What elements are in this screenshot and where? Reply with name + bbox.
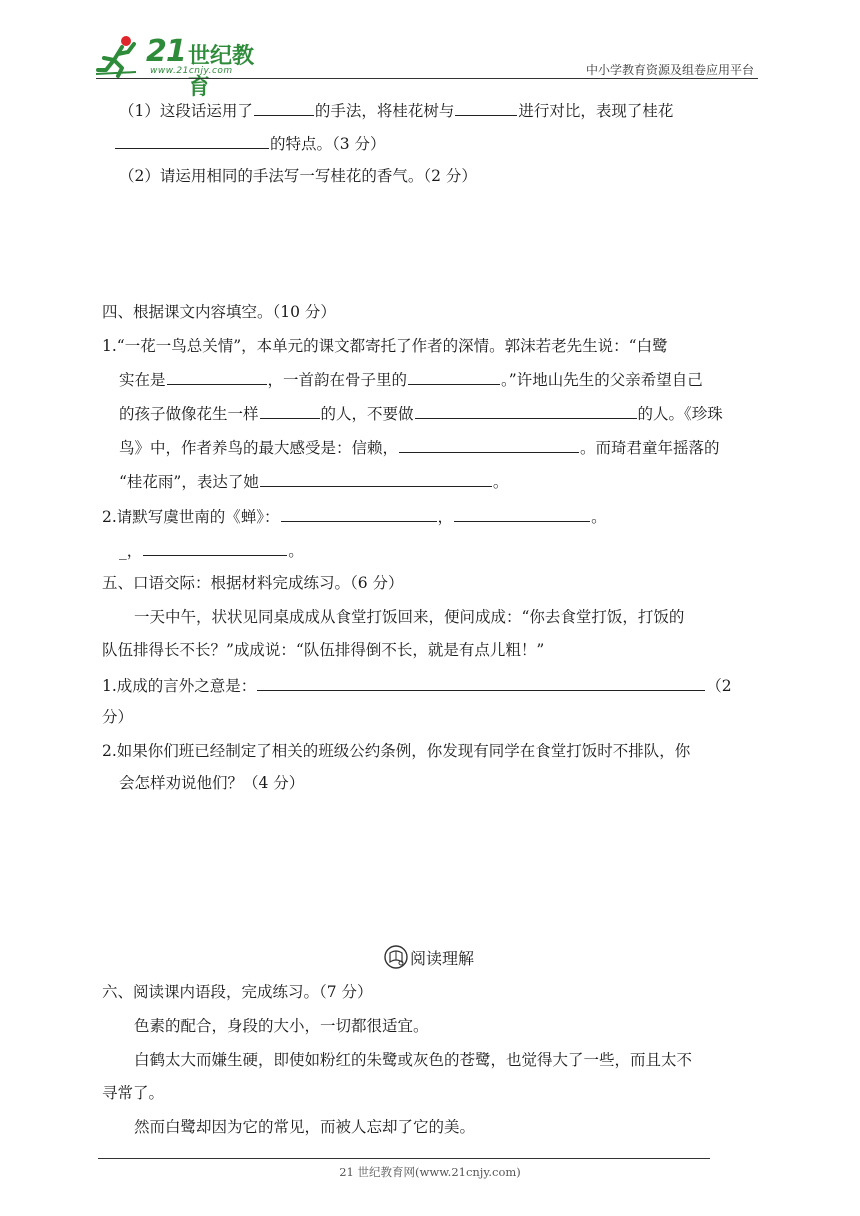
text-segment: 2.请默写虞世南的《蝉》：	[102, 508, 280, 526]
text-segment: 鸟》中，作者养鸟的最大感受是：信赖，	[119, 439, 399, 457]
text-segment: 。	[288, 542, 304, 560]
s5-q1-line2: 分）	[102, 708, 134, 726]
logo-number: 21	[146, 34, 186, 69]
reading-icon	[383, 944, 409, 970]
footer-divider	[98, 1158, 710, 1159]
s5-passage-line1: 一天中午，状状见同桌成成从食堂打饭回来，便问成成：“你去食堂打饭，打饭的	[134, 608, 685, 626]
text-segment: 的手法，将桂花树与	[314, 102, 455, 120]
s6-paragraph3: 然而白鹭却因为它的常见，而被人忘却了它的美。	[134, 1118, 476, 1136]
answer-blank[interactable]	[408, 369, 500, 385]
section-5-title: 五、口语交际：根据材料完成练习。（6 分）	[102, 574, 404, 592]
answer-blank[interactable]	[455, 100, 517, 116]
s5-q2-line1: 2.如果你们班已经制定了相关的班级公约条例，你发现有同学在食堂打饭时不排队，你	[102, 742, 691, 760]
s6-paragraph1: 色素的配合，身段的大小，一切都很适宜。	[134, 1017, 429, 1035]
s6-paragraph2-line2: 寻常了。	[102, 1084, 165, 1102]
text-segment: 。	[492, 473, 509, 491]
text-segment: 的孩子做像花生一样	[119, 405, 259, 423]
s4-line7	[119, 540, 304, 561]
s5-passage-line2: 队伍排得长不长？”成成说：“队伍排得倒不长，就是有点儿粗！”	[102, 641, 545, 659]
text-segment: 。	[591, 508, 607, 526]
answer-blank[interactable]	[143, 540, 287, 556]
text-segment: 实在是	[119, 371, 166, 389]
answer-blank[interactable]	[254, 100, 314, 116]
text-segment: 。”许地山先生的父亲希望自己	[501, 371, 703, 389]
header-platform-text: 中小学教育资源及组卷应用平台	[585, 63, 754, 77]
answer-blank[interactable]	[399, 437, 579, 453]
text-segment: 进行对比，表现了桂花	[518, 102, 674, 120]
answer-blank[interactable]	[257, 675, 705, 691]
site-logo	[96, 34, 266, 100]
q3-part1-line2	[114, 133, 386, 154]
text-segment: 的特点。（3 分）	[270, 135, 386, 153]
s4-line2	[119, 369, 703, 390]
s5-q1-line1	[102, 675, 732, 696]
reading-section-heading: 阅读理解	[410, 949, 475, 968]
text-segment: （2	[706, 677, 732, 695]
text-segment: 的人。《珍珠	[637, 405, 723, 423]
text-segment: 的人，不要做	[320, 405, 414, 423]
text-segment: ，	[437, 508, 454, 526]
answer-blank[interactable]	[454, 506, 590, 522]
answer-blank[interactable]	[115, 133, 269, 149]
answer-blank[interactable]	[260, 403, 320, 419]
text-segment: 1.成成的言外之意是：	[102, 677, 257, 695]
section-6-title: 六、阅读课内语段，完成练习。（7 分）	[102, 983, 373, 1001]
s4-line5	[119, 471, 508, 492]
text-segment: _，	[119, 542, 143, 560]
q3-part1-line1	[119, 100, 673, 121]
s4-line4	[119, 437, 720, 458]
runner-logo-icon	[96, 34, 146, 78]
answer-blank[interactable]	[415, 403, 637, 419]
answer-blank[interactable]	[281, 506, 437, 522]
s6-paragraph2-line1: 白鹤太大而嫌生硬，即使如粉红的朱鹭或灰色的苍鹭，也觉得大了一些，而且太不	[134, 1051, 693, 1069]
logo-url: www.21cnjy.com	[150, 66, 233, 76]
text-segment: （1）这段话运用了	[119, 102, 253, 120]
s4-line1: 1.“一花一鸟总关情”，本单元的课文都寄托了作者的深情。郭沫若老先生说：“白鹭	[102, 337, 668, 355]
footer-text: 21 世纪教育网(www.21cnjy.com)	[339, 1165, 521, 1179]
text-segment: “桂花雨”，表达了她	[119, 473, 259, 491]
header-divider	[96, 78, 758, 79]
text-segment: 。而琦君童年摇落的	[580, 439, 720, 457]
s5-q2-line2: 会怎样劝说他们？（4 分）	[119, 774, 305, 792]
s4-line3	[119, 403, 723, 424]
logo-text: 世纪教育	[188, 44, 255, 100]
section-4-title: 四、根据课文内容填空。（10 分）	[102, 303, 336, 321]
answer-blank[interactable]	[260, 471, 492, 487]
s4-line6	[102, 506, 607, 527]
q3-part2: （2）请运用相同的手法写一写桂花的香气。（2 分）	[119, 167, 477, 185]
answer-blank[interactable]	[167, 369, 267, 385]
text-segment: ，一首韵在骨子里的	[267, 371, 408, 389]
